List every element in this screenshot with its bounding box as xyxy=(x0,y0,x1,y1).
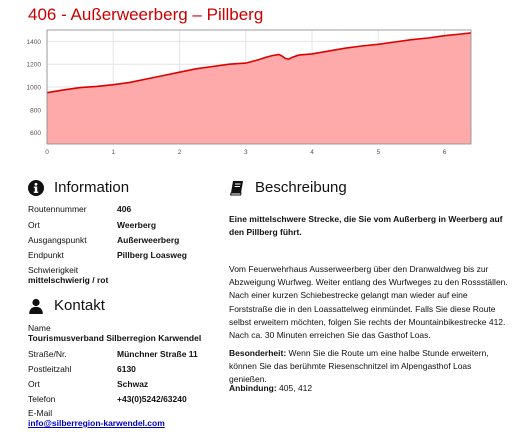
elevation-chart xyxy=(0,26,517,166)
description-heading-label: Beschreibung xyxy=(255,179,347,196)
information-heading-label: Information xyxy=(54,179,130,196)
difficulty-value: mittelschwierig / rot xyxy=(28,275,109,285)
info-value: Pillberg Loasweg xyxy=(117,250,187,260)
info-value: Außerweerberg xyxy=(117,235,180,245)
y-tick-label: 1400 xyxy=(26,38,41,46)
contact-key: Ort xyxy=(28,379,40,389)
contact-key: E-Mail xyxy=(28,408,53,418)
info-key: Ausgangspunkt xyxy=(28,235,87,245)
book-icon xyxy=(229,180,245,196)
info-value: Weerberg xyxy=(117,220,157,230)
y-tick-label: 1200 xyxy=(26,61,41,69)
contact-value: Schwaz xyxy=(117,379,149,389)
info-value: 406 xyxy=(117,204,132,214)
contact-name-value: Tourismusverband Silberregion Karwendel xyxy=(28,333,202,343)
contact-row-name xyxy=(28,323,201,343)
x-tick-label: 5 xyxy=(376,149,381,156)
x-tick-label: 0 xyxy=(45,149,49,156)
info-row-difficulty xyxy=(28,265,108,285)
contact-heading-label: Kontakt xyxy=(54,297,105,314)
connection-label: Anbindung: xyxy=(229,383,277,393)
y-tick-label: 1000 xyxy=(26,84,41,92)
contact-key: Telefon xyxy=(28,394,56,404)
contact-value: +43(0)5242/63240 xyxy=(117,394,187,404)
contact-value: Münchner Straße 11 xyxy=(117,349,198,359)
description-heading xyxy=(229,179,347,196)
y-tick-label: 800 xyxy=(30,107,41,115)
info-key: Ort xyxy=(28,220,40,230)
x-tick-label: 3 xyxy=(243,149,248,156)
information-heading xyxy=(28,179,129,196)
email-link[interactable]: info@silberregion-karwendel.com xyxy=(28,418,165,428)
connection-text: 405, 412 xyxy=(276,383,313,393)
info-key: Schwierigkeit xyxy=(28,265,79,275)
x-tick-label: 1 xyxy=(111,149,116,156)
elevation-chart-svg xyxy=(0,26,517,166)
special-text: Wenn Sie die Route um eine halbe Stunde erweitern, können Sie das berühmte Riesenschnitzel im Alpengasthof Loas genießen. xyxy=(229,348,489,385)
info-key: Endpunkt xyxy=(28,250,64,260)
description-lead: Eine mittelschwere Strecke, die Sie vom Außerberg in Weerberg auf den Pillberg führt. xyxy=(229,214,503,238)
special-label: Besonderheit: xyxy=(229,348,287,358)
page-title: 406 - Außerweerberg – Pillberg xyxy=(28,5,264,24)
x-tick-label: 2 xyxy=(177,149,182,156)
contact-heading xyxy=(28,297,105,314)
contact-key: Straße/Nr. xyxy=(28,349,67,359)
y-tick-label: 600 xyxy=(30,130,41,138)
contact-key: Postleitzahl xyxy=(28,364,72,374)
description-connection xyxy=(229,382,511,395)
info-circle-icon xyxy=(28,180,44,196)
person-icon xyxy=(28,298,44,314)
description-special xyxy=(229,347,511,387)
description-body: Vom Feuerwehrhaus Ausserweerberg über den Dranwaldweg bis zur Abzweigung Wurfweg. Weiter entlang des Wurfweges zu den Rossställen. Nach einer kurzen Schiebestrecke gelangt man wieder auf eine Forststraße die in den Loassattelweg einmündet. Falls Sie diese Route selbst erweitern möchten, folgen Sie rechts der Mountainbikestrecke 412. Nach ca. 30 Minuten erreichen Sie das Gasthof Loas. xyxy=(229,264,508,341)
info-key: Routennummer xyxy=(28,204,87,214)
contact-row-email xyxy=(28,408,165,428)
contact-key: Name xyxy=(28,323,51,333)
contact-value: 6130 xyxy=(117,364,136,374)
x-tick-label: 4 xyxy=(310,149,314,156)
x-tick-label: 6 xyxy=(442,149,447,156)
elevation-area xyxy=(47,33,471,144)
